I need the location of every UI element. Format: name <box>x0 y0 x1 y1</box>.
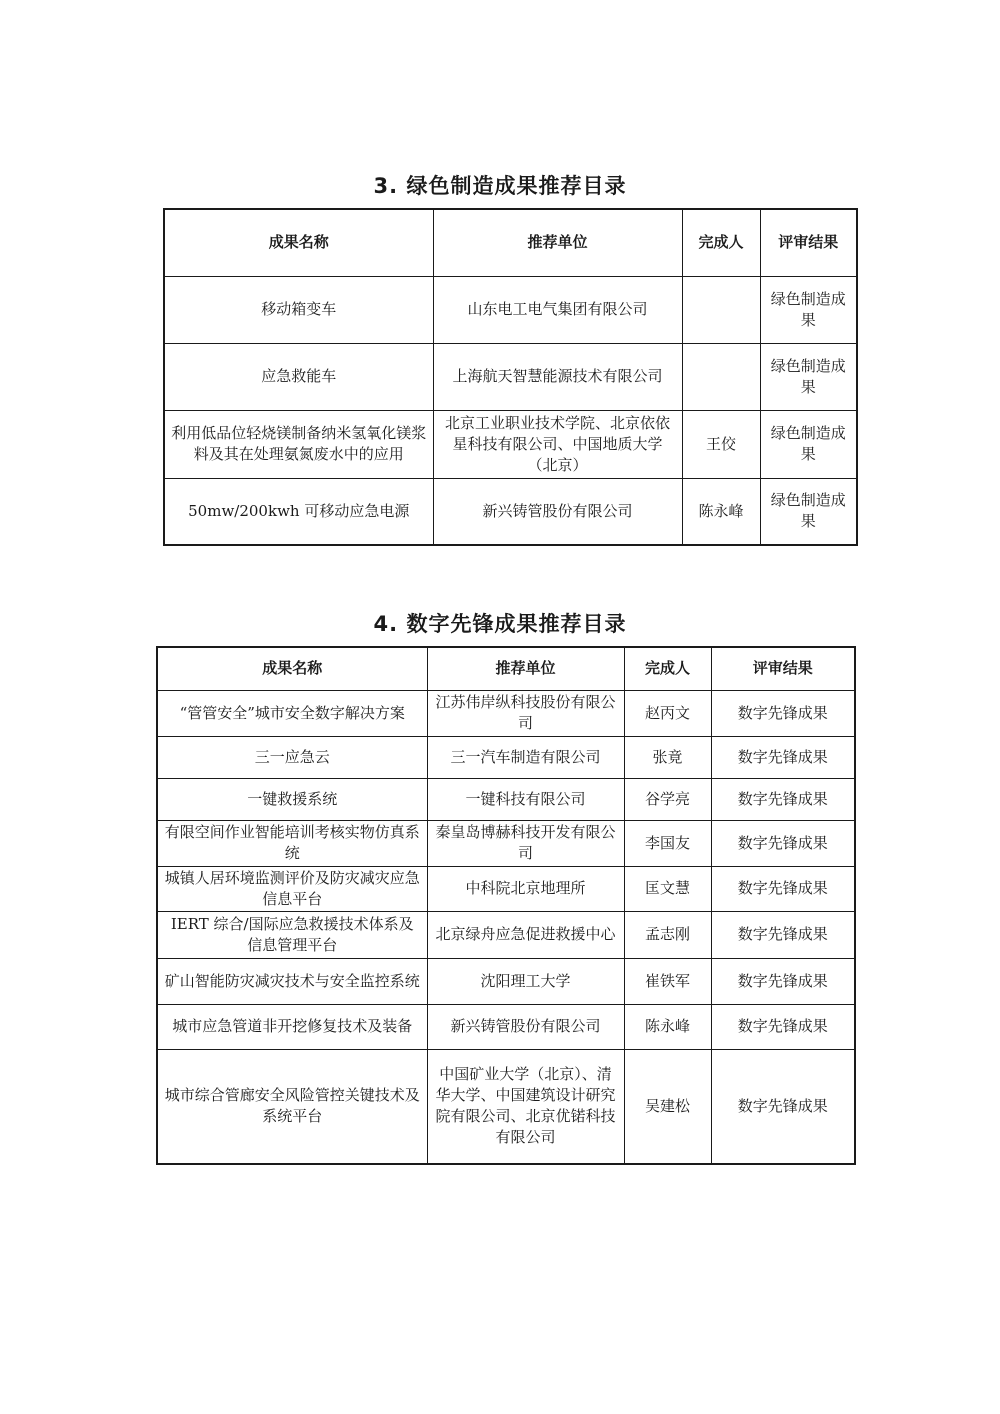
cell-result: 绿色制造成果 <box>760 410 857 478</box>
cell-result: 数字先锋成果 <box>711 736 855 778</box>
cell-person: 吴建松 <box>624 1049 711 1164</box>
cell-result: 数字先锋成果 <box>711 958 855 1004</box>
header-result: 评审结果 <box>711 647 855 690</box>
header-name: 成果名称 <box>164 209 433 276</box>
cell-person: 匡文慧 <box>624 866 711 911</box>
section-title-digital-pioneer: 4. 数字先锋成果推荐目录 <box>373 612 627 636</box>
header-name: 成果名称 <box>157 647 427 690</box>
cell-name: 利用低品位轻烧镁制备纳米氢氧化镁浆料及其在处理氨氮废水中的应用 <box>164 410 433 478</box>
cell-result: 数字先锋成果 <box>711 866 855 911</box>
cell-unit: 北京工业职业技术学院、北京依依星科技有限公司、中国地质大学（北京） <box>433 410 682 478</box>
cell-person: 赵丙文 <box>624 690 711 736</box>
header-result: 评审结果 <box>760 209 857 276</box>
cell-person <box>682 276 760 343</box>
cell-unit: 一键科技有限公司 <box>427 778 624 820</box>
cell-result: 数字先锋成果 <box>711 690 855 736</box>
section-title-green-manufacturing: 3. 绿色制造成果推荐目录 <box>373 174 627 198</box>
cell-name: 城市应急管道非开挖修复技术及装备 <box>157 1004 427 1049</box>
cell-result: 数字先锋成果 <box>711 820 855 866</box>
table-header-row <box>164 209 857 276</box>
table-row <box>164 478 857 545</box>
digital-pioneer-table <box>156 646 856 1165</box>
cell-unit: 秦皇岛博赫科技开发有限公司 <box>427 820 624 866</box>
table-row <box>164 410 857 478</box>
cell-name: 城镇人居环境监测评价及防灾减灾应急信息平台 <box>157 866 427 911</box>
cell-result: 数字先锋成果 <box>711 1004 855 1049</box>
table-row <box>157 820 855 866</box>
table-row <box>157 736 855 778</box>
cell-result: 数字先锋成果 <box>711 778 855 820</box>
table-row <box>157 958 855 1004</box>
cell-name: IERT 综合/国际应急救援技术体系及信息管理平台 <box>157 911 427 958</box>
cell-name: 一键救援系统 <box>157 778 427 820</box>
cell-name: 城市综合管廊安全风险管控关键技术及系统平台 <box>157 1049 427 1164</box>
cell-name: “管管安全”城市安全数字解决方案 <box>157 690 427 736</box>
cell-unit: 沈阳理工大学 <box>427 958 624 1004</box>
cell-result: 绿色制造成果 <box>760 276 857 343</box>
cell-name: 三一应急云 <box>157 736 427 778</box>
table-row <box>164 276 857 343</box>
cell-person: 孟志刚 <box>624 911 711 958</box>
cell-unit: 江苏伟岸纵科技股份有限公司 <box>427 690 624 736</box>
cell-unit: 北京绿舟应急促进救援中心 <box>427 911 624 958</box>
cell-person: 崔铁军 <box>624 958 711 1004</box>
green-manufacturing-table <box>163 208 858 546</box>
cell-person: 陈永峰 <box>682 478 760 545</box>
cell-unit: 山东电工电气集团有限公司 <box>433 276 682 343</box>
cell-unit: 新兴铸管股份有限公司 <box>427 1004 624 1049</box>
cell-person: 李国友 <box>624 820 711 866</box>
cell-person: 陈永峰 <box>624 1004 711 1049</box>
cell-name: 应急救能车 <box>164 343 433 410</box>
cell-unit: 中国矿业大学（北京）、清华大学、中国建筑设计研究院有限公司、北京优锘科技有限公司 <box>427 1049 624 1164</box>
table-row <box>164 343 857 410</box>
cell-person: 王佼 <box>682 410 760 478</box>
header-unit: 推荐单位 <box>427 647 624 690</box>
cell-unit: 上海航天智慧能源技术有限公司 <box>433 343 682 410</box>
cell-result: 绿色制造成果 <box>760 343 857 410</box>
table-row <box>157 911 855 958</box>
table-row <box>157 866 855 911</box>
cell-unit: 新兴铸管股份有限公司 <box>433 478 682 545</box>
cell-person: 张竟 <box>624 736 711 778</box>
header-person: 完成人 <box>624 647 711 690</box>
cell-result: 绿色制造成果 <box>760 478 857 545</box>
table-row <box>157 778 855 820</box>
table-row <box>157 1004 855 1049</box>
header-unit: 推荐单位 <box>433 209 682 276</box>
table-row <box>157 1049 855 1164</box>
cell-result: 数字先锋成果 <box>711 1049 855 1164</box>
table-row <box>157 690 855 736</box>
table-header-row <box>157 647 855 690</box>
cell-unit: 三一汽车制造有限公司 <box>427 736 624 778</box>
cell-name: 矿山智能防灾减灾技术与安全监控系统 <box>157 958 427 1004</box>
header-person: 完成人 <box>682 209 760 276</box>
cell-unit: 中科院北京地理所 <box>427 866 624 911</box>
cell-name: 移动箱变车 <box>164 276 433 343</box>
cell-result: 数字先锋成果 <box>711 911 855 958</box>
cell-person: 谷学亮 <box>624 778 711 820</box>
cell-name: 50mw/200kwh 可移动应急电源 <box>164 478 433 545</box>
cell-person <box>682 343 760 410</box>
cell-name: 有限空间作业智能培训考核实物仿真系统 <box>157 820 427 866</box>
